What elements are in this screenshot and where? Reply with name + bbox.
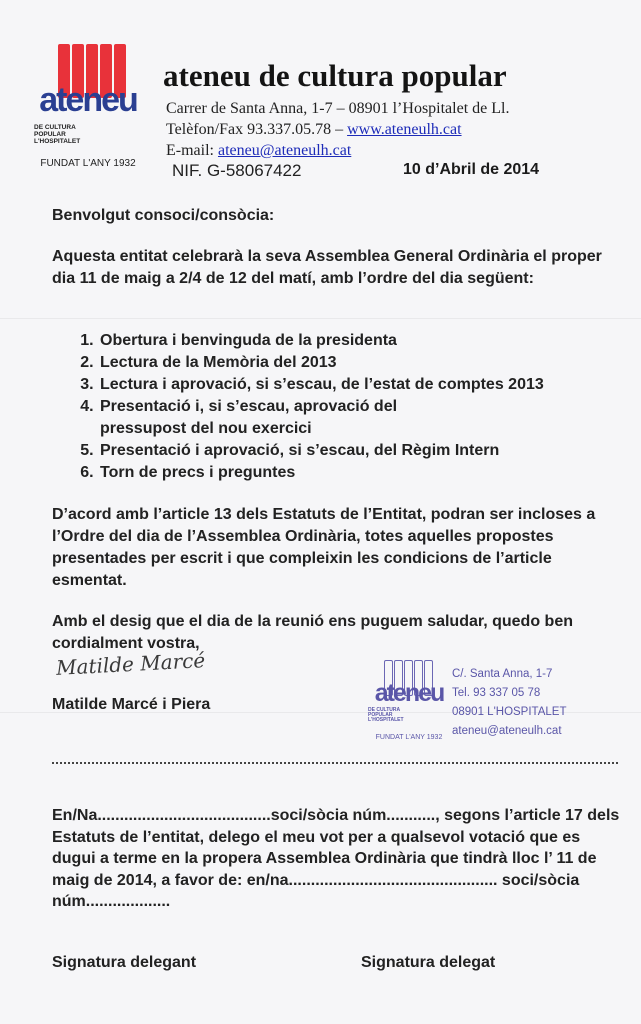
email-label: E-mail:	[166, 142, 218, 159]
stamp-logo	[368, 660, 450, 750]
agenda-item: 6. Torn de precs i preguntes	[98, 462, 641, 484]
phone-line	[166, 121, 462, 139]
agenda-item: 4. Presentació i, si s’escau, aprovació del pressupost del nou exercici	[98, 396, 460, 440]
stamp-address: C/. Santa Anna, 1-7	[452, 668, 553, 680]
cut-line-separator	[52, 762, 618, 764]
letter-date: 10 d’Abril de 2014	[403, 161, 540, 178]
address-line: Carrer de Santa Anna, 1-7 – 08901 l’Hospitalet de Ll.	[166, 100, 510, 117]
agenda-item: 5. Presentació i aprovació, si s’escau, del Règim Intern	[98, 440, 641, 462]
handwritten-signature: Matilde Marcé	[55, 648, 206, 680]
signer-name: Matilde Marcé i Piera	[52, 696, 211, 713]
closing-paragraph: Amb el desig que el dia de la reunió ens puguem saludar, quedo ben cordialment vostra,	[52, 613, 573, 652]
stamp-wordmark: ateneu	[374, 679, 444, 707]
website-link[interactable]: www.ateneulh.cat	[347, 121, 462, 138]
signature-delegating-label: Signatura delegant	[52, 954, 197, 971]
article-paragraph: D’acord amb l’article 13 dels Estatuts de l’Entitat, podran ser incloses a l’Ordre del dia de l’Assemblea Ordinària, totes aquelles propostes presentades per escrit i que compleixin les condicions de l’article esmentat.	[52, 506, 596, 589]
logo-founded: FUNDAT L'ANY 1932	[40, 158, 136, 169]
agenda-item: 2. Lectura de la Memòria del 2013	[98, 352, 641, 374]
paper-fold	[0, 318, 641, 319]
stamp-postcode: 08901 L'HOSPITALET	[452, 706, 567, 718]
intro-paragraph: Aquesta entitat celebrarà la seva Assemblea General Ordinària el proper dia 11 de maig a 2/4 de 12 del matí, amb l’ordre del dia següent:	[52, 248, 602, 287]
stamp-founded: FUNDAT L'ANY 1932	[375, 734, 443, 741]
email-line	[166, 142, 351, 160]
delegation-form-text: En/Na.......................................soci/sòcia núm..........., segons l’article 17 dels Estatuts de l’entitat, delego el meu vot per a qualsevol votació que es dugui a terme en la propera Assemblea Ordinària que tindrà lloc l’ 11 de maig de 2014, a favor de: en/na............................................... soci/sòcia núm...................	[52, 807, 620, 910]
stamp-email: ateneu@ateneulh.cat	[452, 725, 562, 737]
logo-wordmark: ateneu	[39, 81, 137, 119]
phone-text: Telèfon/Fax 93.337.05.78 –	[166, 121, 348, 138]
stamp-phone: Tel. 93 337 05 78	[452, 687, 541, 699]
signature-delegate-label: Signatura delegat	[361, 954, 496, 971]
organization-name: ateneu de cultura popular	[163, 58, 507, 93]
greeting: Benvolgut consoci/consòcia:	[52, 207, 275, 224]
agenda-item: 3. Lectura i aprovació, si s’escau, de l’estat de comptes 2013	[98, 374, 641, 396]
agenda-item: 1. Obertura i benvinguda de la presidenta	[98, 330, 641, 352]
logo-subtitle: DE CULTURA POPULAR L'HOSPITALET	[34, 124, 81, 145]
nif-number: NIF. G-58067422	[172, 161, 302, 180]
ateneu-logo	[32, 44, 144, 176]
stamp-subtitle: DE CULTURA POPULAR L'HOSPITALET	[368, 707, 404, 723]
agenda-list	[52, 330, 641, 484]
email-link[interactable]: ateneu@ateneulh.cat	[217, 142, 352, 159]
association-stamp	[368, 660, 598, 750]
